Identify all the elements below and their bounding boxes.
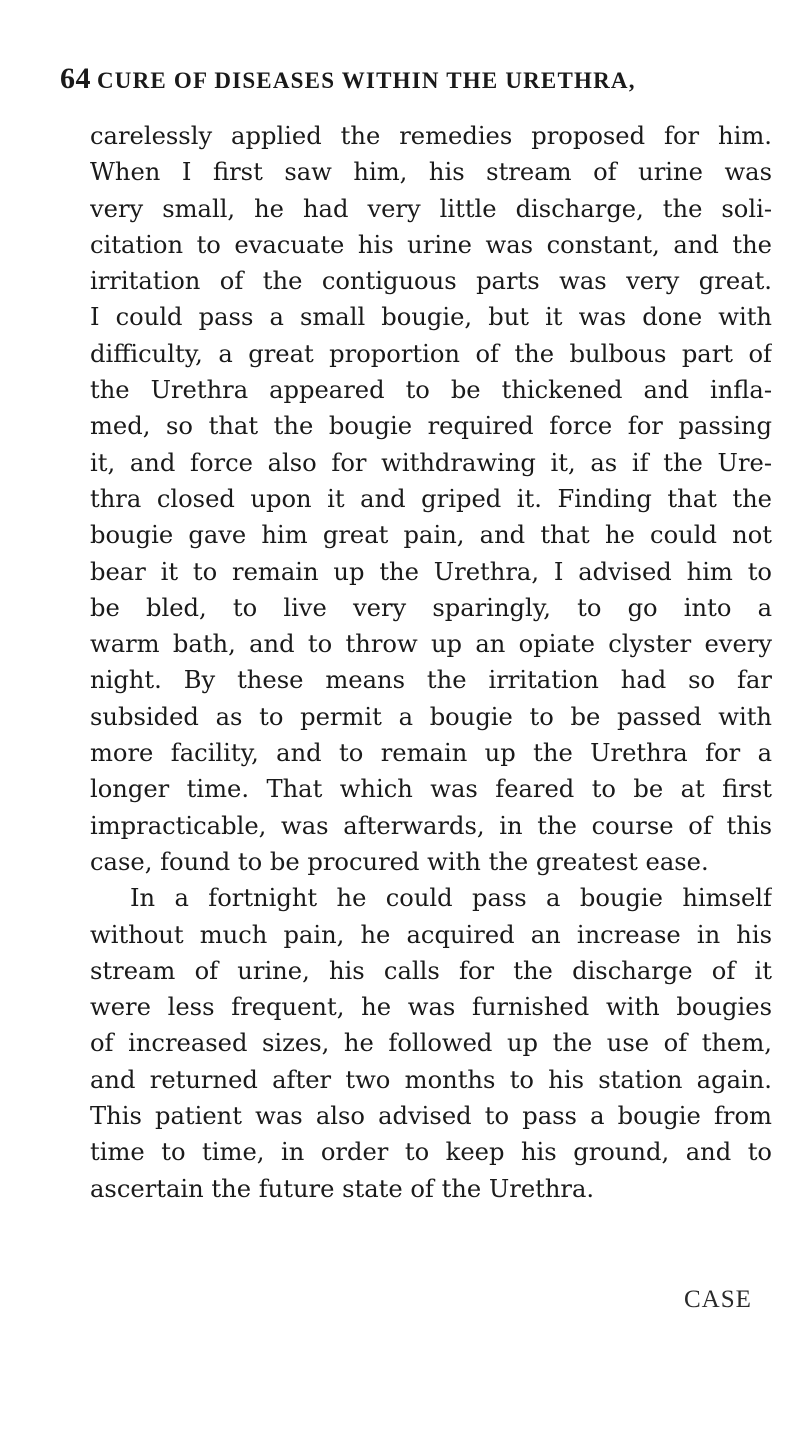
text-line: impracticable, was afterwards, in the course of this bbox=[90, 811, 772, 840]
running-head: CURE OF DISEASES WITHIN THE URETHRA, bbox=[97, 68, 636, 93]
text-line: med, so that the bougie required force for passing bbox=[90, 412, 772, 441]
catchword: CASE bbox=[684, 1286, 752, 1313]
body-text bbox=[90, 118, 772, 1207]
paragraph-start-line: In a fortnight he could pass a bougie himself bbox=[130, 884, 772, 913]
text-line: When I first saw him, his stream of urine was bbox=[90, 158, 772, 187]
text-line: bougie gave him great pain, and that he could not bbox=[90, 521, 772, 550]
text-line: without much pain, he acquired an increase in his bbox=[90, 920, 772, 949]
text-line: ascertain the future state of the Urethra. bbox=[90, 1174, 595, 1203]
text-line: very small, he had very little discharge, the soli- bbox=[90, 194, 772, 223]
text-line: subsided as to permit a bougie to be passed with bbox=[90, 702, 772, 731]
page-header bbox=[0, 62, 800, 102]
text-line: This patient was also advised to pass a bougie from bbox=[90, 1102, 772, 1131]
text-line: citation to evacuate his urine was constant, and the bbox=[90, 230, 772, 259]
text-line: bear it to remain up the Urethra, I advised him to bbox=[90, 557, 772, 586]
text-line: I could pass a small bougie, but it was done with bbox=[90, 303, 772, 332]
text-line: were less frequent, he was furnished with bougies bbox=[90, 993, 772, 1022]
text-line: more facility, and to remain up the Urethra for a bbox=[90, 739, 772, 768]
text-line: longer time. That which was feared to be at first bbox=[90, 775, 772, 804]
text-line: irritation of the contiguous parts was very great. bbox=[90, 267, 772, 296]
text-line: be bled, to live very sparingly, to go into a bbox=[90, 593, 772, 622]
text-line: thra closed upon it and griped it. Finding that the bbox=[90, 484, 772, 513]
text-line: and returned after two months to his station again. bbox=[90, 1065, 772, 1094]
page-number: 64 bbox=[60, 62, 91, 95]
text-line: difficulty, a great proportion of the bulbous part of bbox=[90, 339, 772, 368]
text-line: night. By these means the irritation had so far bbox=[90, 666, 772, 695]
text-line: it, and force also for withdrawing it, as if the Ure- bbox=[90, 448, 772, 477]
text-line: stream of urine, his calls for the discharge of it bbox=[90, 956, 772, 985]
text-line: warm bath, and to throw up an opiate clyster every bbox=[90, 630, 772, 659]
text-line: case, found to be procured with the greatest ease. bbox=[90, 847, 709, 876]
text-line: time to time, in order to keep his ground, and to bbox=[90, 1138, 772, 1167]
text-line: carelessly applied the remedies proposed for him. bbox=[90, 122, 772, 150]
text-line: of increased sizes, he followed up the use of them, bbox=[90, 1029, 772, 1058]
text-line: the Urethra appeared to be thickened and infla- bbox=[90, 376, 772, 405]
